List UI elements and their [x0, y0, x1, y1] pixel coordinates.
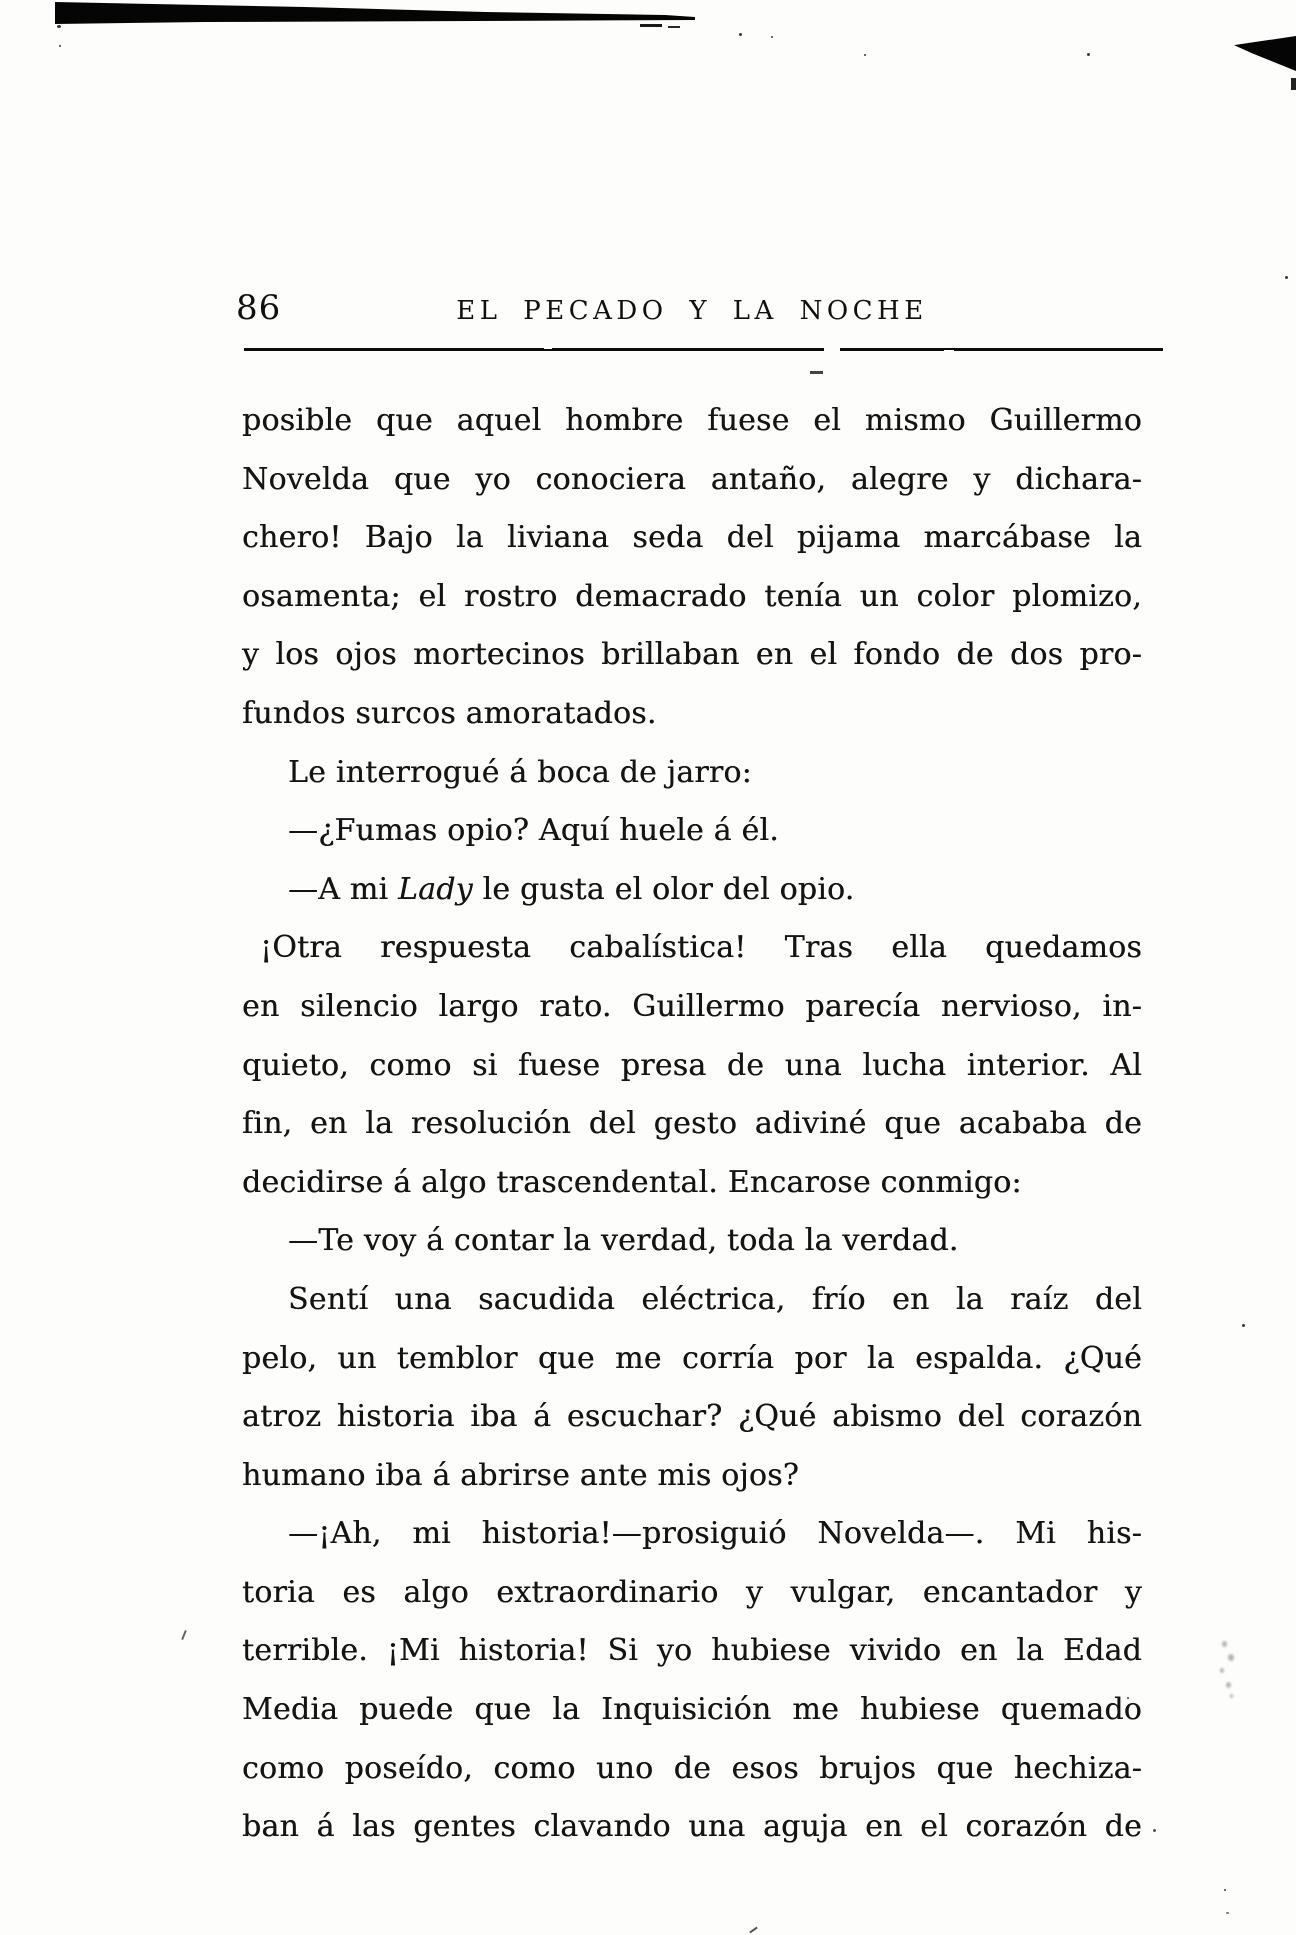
italic-text: Lady [397, 871, 473, 907]
text-line [242, 1037, 1142, 1096]
text-segment: en silencio largo rato. Guillermo parecía nervioso, in- [242, 988, 1142, 1024]
text-segment: —¿Fumas opio? Aquí huele á él. [288, 813, 779, 849]
text-segment: osamenta; el rostro demacrado tenía un color plomizo, [242, 578, 1142, 614]
ink-smudge [1222, 1641, 1227, 1647]
ink-smudge [1226, 1682, 1231, 1688]
text-line [242, 626, 1142, 685]
text-segment: humano iba á abrirse ante mis ojos? [242, 1457, 800, 1493]
ink-speck [739, 33, 742, 36]
text-segment: pelo, un temblor que me corría por la espalda. ¿Qué [242, 1340, 1142, 1376]
ink-speck [1226, 1912, 1229, 1914]
header-rule-nick [944, 350, 954, 351]
text-line [242, 861, 1142, 920]
text-line [242, 744, 1142, 803]
text-segment: toria es algo extraordinario y vulgar, encantador y [242, 1574, 1142, 1610]
ink-speck [864, 54, 866, 56]
text-line [242, 1798, 1142, 1857]
text-segment: Le interrogué á boca de jarro: [288, 754, 752, 790]
page-corner-mark [1234, 36, 1296, 74]
text-line [242, 1271, 1142, 1330]
text-segment: —¡Ah, mi historia!—prosiguió Novelda—. Mi his- [288, 1516, 1142, 1552]
text-segment: atroz historia iba á escuchar? ¿Qué abismo del corazón [242, 1399, 1142, 1435]
ink-speck [59, 45, 61, 47]
ink-speck [1224, 1889, 1226, 1891]
text-segment: ban á las gentes clavando una aguja en el corazón de [242, 1809, 1142, 1845]
ink-speck [1285, 276, 1288, 279]
scanner-edge-bar-tail [668, 26, 680, 28]
page-edge-mark [1291, 78, 1296, 90]
header-rule-break [824, 347, 840, 353]
ink-smudge [1228, 1654, 1234, 1661]
text-segment: —A mi [288, 871, 398, 907]
ink-speck [771, 36, 773, 38]
text-segment: Media puede que la Inquisición me hubiese quemado [242, 1692, 1142, 1728]
ink-smudge [1220, 1668, 1224, 1673]
text-line [242, 919, 1142, 978]
text-segment: decidirse á algo trascendental. Encarose conmigo: [242, 1164, 1022, 1200]
text-line [242, 978, 1142, 1037]
text-segment: posible que aquel hombre fuese el mismo Guillermo [242, 403, 1142, 438]
text-line [242, 1622, 1142, 1681]
text-segment: fin, en la resolución del gesto adiviné que acababa de [242, 1106, 1142, 1142]
text-segment: fundos surcos amoratados. [242, 695, 657, 731]
text-line [242, 1564, 1142, 1623]
ink-speck [1153, 1829, 1156, 1832]
text-line [242, 1212, 1142, 1271]
scanner-edge-bar [55, 0, 695, 26]
header-rule-nick [544, 348, 552, 349]
ink-speck [1242, 1324, 1245, 1327]
ink-speck [181, 1630, 187, 1640]
text-line [242, 392, 1142, 451]
text-segment: ¡Otra respuesta cabalística! Tras ella quedamos [260, 930, 1142, 966]
text-line [242, 1505, 1142, 1564]
scanner-edge-bar-tail [640, 24, 662, 27]
text-segment: —Te voy á contar la verdad, toda la verdad. [288, 1223, 959, 1259]
text-segment: como poseído, como uno de esos brujos que hechiza- [242, 1750, 1142, 1786]
text-line [242, 1095, 1142, 1154]
header-rule [244, 348, 1163, 351]
ink-speck [810, 371, 823, 374]
text-segment: y los ojos mortecinos brillaban en el fondo de dos pro- [242, 637, 1142, 673]
text-line [242, 1388, 1142, 1447]
ink-smudge [1230, 1694, 1233, 1698]
page-text-block [242, 392, 1142, 1857]
text-line [242, 802, 1142, 861]
text-segment: quieto, como si fuese presa de una lucha interior. Al [242, 1047, 1142, 1083]
text-segment: le gusta el olor del opio. [472, 871, 855, 907]
text-line [242, 509, 1142, 568]
text-line [242, 1154, 1142, 1213]
text-segment: Novelda que yo conociera antaño, alegre y dichara- [242, 461, 1142, 497]
ink-speck [749, 1927, 758, 1934]
text-segment: terrible. ¡Mi historia! Si yo hubiese vivido en la Edad [242, 1633, 1142, 1669]
running-header-title: EL PECADO Y LA NOCHE [456, 296, 928, 326]
text-line [242, 1330, 1142, 1389]
page-number: 86 [236, 288, 282, 328]
text-line [242, 451, 1142, 510]
text-line [242, 568, 1142, 627]
ink-speck [1087, 53, 1090, 56]
text-segment: Sentí una sacudida eléctrica, frío en la raíz del [288, 1281, 1142, 1317]
ink-speck [57, 25, 61, 28]
text-line [242, 1740, 1142, 1799]
text-segment: chero! Bajo la liviana seda del pijama marcábase la [242, 520, 1142, 556]
text-line [242, 1681, 1142, 1740]
